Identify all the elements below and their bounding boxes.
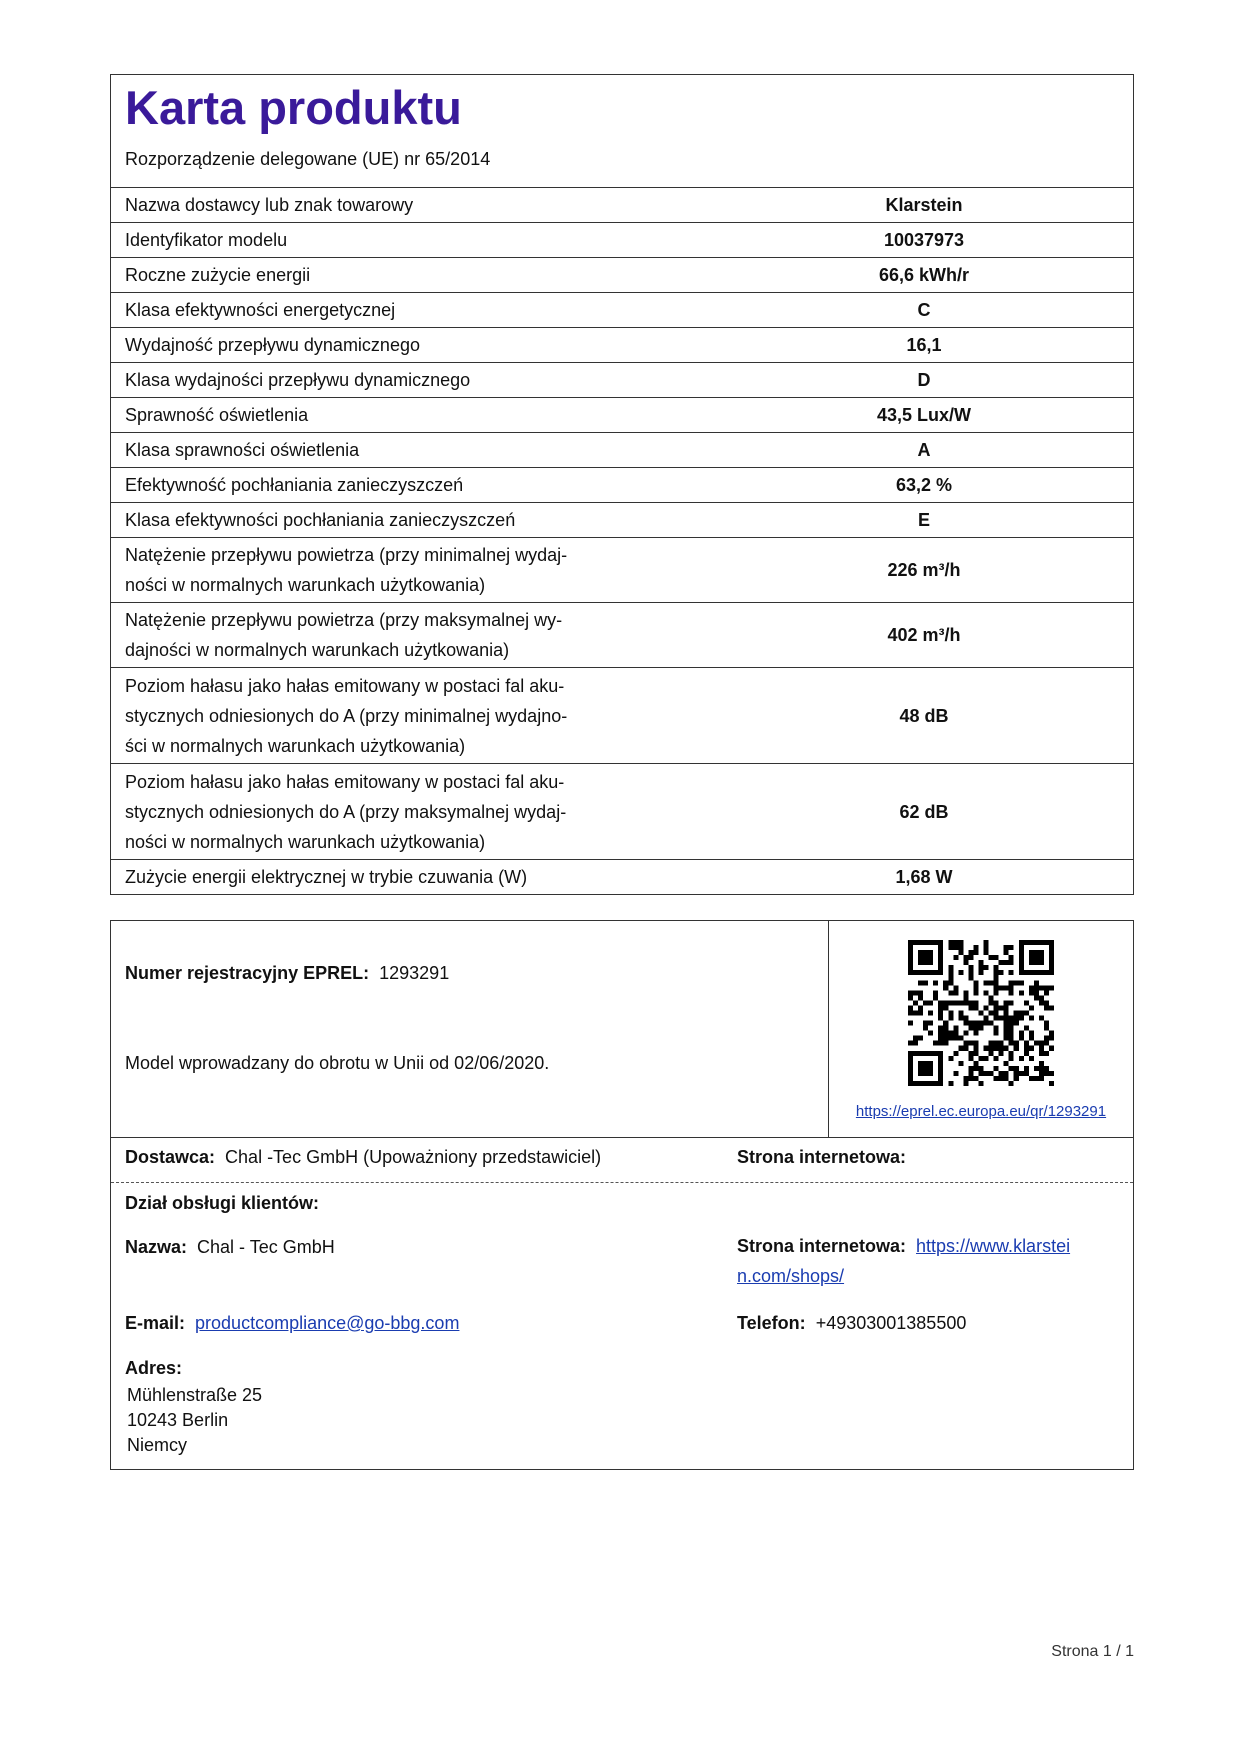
cs-name-label: Nazwa: <box>125 1237 188 1257</box>
spec-value: 10037973 <box>699 223 1133 258</box>
cs-phone-row <box>737 1313 966 1334</box>
spec-label: Klasa efektywności energetycznej <box>111 293 699 328</box>
cs-address <box>127 1383 262 1458</box>
eprel-reg-number: 1293291 <box>379 963 450 983</box>
spec-value: 402 m³/h <box>699 603 1133 668</box>
cs-name-row <box>125 1237 335 1258</box>
supplier-box <box>110 920 1134 1470</box>
cs-email-row <box>125 1313 459 1334</box>
cs-name-value: Chal - Tec GmbH <box>197 1237 335 1257</box>
spec-value: Klarstein <box>885 195 963 215</box>
eprel-info <box>111 921 829 1137</box>
cs-web-label: Strona internetowa: <box>737 1236 907 1256</box>
market-date-text: Model wprowadzany do obrotu w Unii od 02/06/2020. <box>125 1053 550 1073</box>
qr-url-link[interactable]: https://eprel.ec.europa.eu/qr/1293291 <box>855 1103 1107 1120</box>
spec-value: 62 dB <box>699 764 1133 860</box>
dashed-divider <box>111 1182 1133 1183</box>
spec-row <box>111 258 1133 293</box>
address-line: Mühlenstraße 25 <box>127 1385 263 1405</box>
spec-row <box>111 223 1133 258</box>
spec-row <box>111 668 1133 764</box>
supplier-label: Dostawca: <box>125 1147 216 1167</box>
address-line: Niemcy <box>127 1435 188 1455</box>
spec-row <box>111 603 1133 668</box>
qr-panel <box>829 921 1133 1137</box>
page-title: Karta produktu <box>125 81 462 134</box>
spec-row <box>111 503 1133 538</box>
spec-value: 66,6 kWh/r <box>699 258 1133 293</box>
spec-row <box>111 188 1133 223</box>
cs-address-label: Adres: <box>125 1358 183 1378</box>
spec-label: Nazwa dostawcy lub znak towarowy <box>125 195 414 215</box>
spec-row <box>111 398 1133 433</box>
spec-table <box>111 188 1133 894</box>
spec-label: Identyfikator modelu <box>111 223 699 258</box>
spec-row <box>111 538 1133 603</box>
cs-phone-value: +49303001385500 <box>815 1313 967 1333</box>
cs-web-link-part1[interactable]: https://www.klarstei <box>916 1236 1071 1256</box>
spec-label: Poziom hałasu jako hałas emitowany w postaci fal aku- stycznych odniesionych do A (przy maksymalnej wydaj- ności w normalnych warunkach użytkowania) <box>111 764 699 860</box>
spec-row <box>111 328 1133 363</box>
spec-row <box>111 764 1133 860</box>
sheet-header <box>111 75 1133 188</box>
spec-value: A <box>699 433 1133 468</box>
spec-row <box>111 860 1133 895</box>
spec-label: Roczne zużycie energii <box>111 258 699 293</box>
cs-email-link[interactable]: productcompliance@go-bbg.com <box>195 1313 460 1333</box>
spec-label: Klasa wydajności przepływu dynamicznego <box>111 363 699 398</box>
spec-label: Wydajność przepływu dynamicznego <box>111 328 699 363</box>
spec-value: C <box>699 293 1133 328</box>
divider <box>111 1137 1133 1138</box>
supplier-web-label: Strona internetowa: <box>737 1147 907 1167</box>
spec-label: Sprawność oświetlenia <box>111 398 699 433</box>
supplier-name: Chal -Tec GmbH (Upoważniony przedstawiciel) <box>225 1147 602 1167</box>
spec-label: Klasa sprawności oświetlenia <box>111 433 699 468</box>
qr-code-icon[interactable] <box>908 940 1054 1086</box>
spec-label: Klasa efektywności pochłaniania zanieczyszczeń <box>111 503 699 538</box>
customer-service-title: Dział obsługi klientów: <box>125 1193 320 1213</box>
spec-value: D <box>699 363 1133 398</box>
spec-value: 48 dB <box>699 668 1133 764</box>
supplier-row <box>125 1147 601 1168</box>
spec-value: 226 m³/h <box>699 538 1133 603</box>
spec-label: Natężenie przepływu powietrza (przy minimalnej wydaj- ności w normalnych warunkach użytkowania) <box>111 538 699 603</box>
cs-web-row <box>737 1231 1117 1291</box>
spec-value: 43,5 Lux/W <box>699 398 1133 433</box>
eprel-registration <box>125 963 449 984</box>
spec-row <box>111 433 1133 468</box>
cs-phone-label: Telefon: <box>737 1313 806 1333</box>
spec-value: 63,2 % <box>699 468 1133 503</box>
address-line: 10243 Berlin <box>127 1410 229 1430</box>
page-number: Strona 1 / 1 <box>1051 1643 1134 1660</box>
spec-row <box>111 363 1133 398</box>
spec-label: Natężenie przepływu powietrza (przy maksymalnej wy- dajności w normalnych warunkach użytkowania) <box>111 603 699 668</box>
spec-value: 1,68 W <box>699 860 1133 895</box>
spec-value: E <box>699 503 1133 538</box>
spec-row <box>111 293 1133 328</box>
cs-web-link-part2[interactable]: n.com/shops/ <box>737 1266 845 1286</box>
eprel-reg-label: Numer rejestracyjny EPREL: <box>125 963 370 983</box>
spec-row <box>111 468 1133 503</box>
regulation-subtitle: Rozporządzenie delegowane (UE) nr 65/2014 <box>125 149 491 169</box>
cs-email-label: E-mail: <box>125 1313 186 1333</box>
spec-value: 16,1 <box>699 328 1133 363</box>
spec-label: Poziom hałasu jako hałas emitowany w postaci fal aku- stycznych odniesionych do A (przy minimalnej wydajno- ści w normalnych warunkach użytkowania) <box>111 668 699 764</box>
spec-label: Zużycie energii elektrycznej w trybie czuwania (W) <box>111 860 699 895</box>
product-sheet <box>110 74 1134 895</box>
spec-label: Efektywność pochłaniania zanieczyszczeń <box>111 468 699 503</box>
